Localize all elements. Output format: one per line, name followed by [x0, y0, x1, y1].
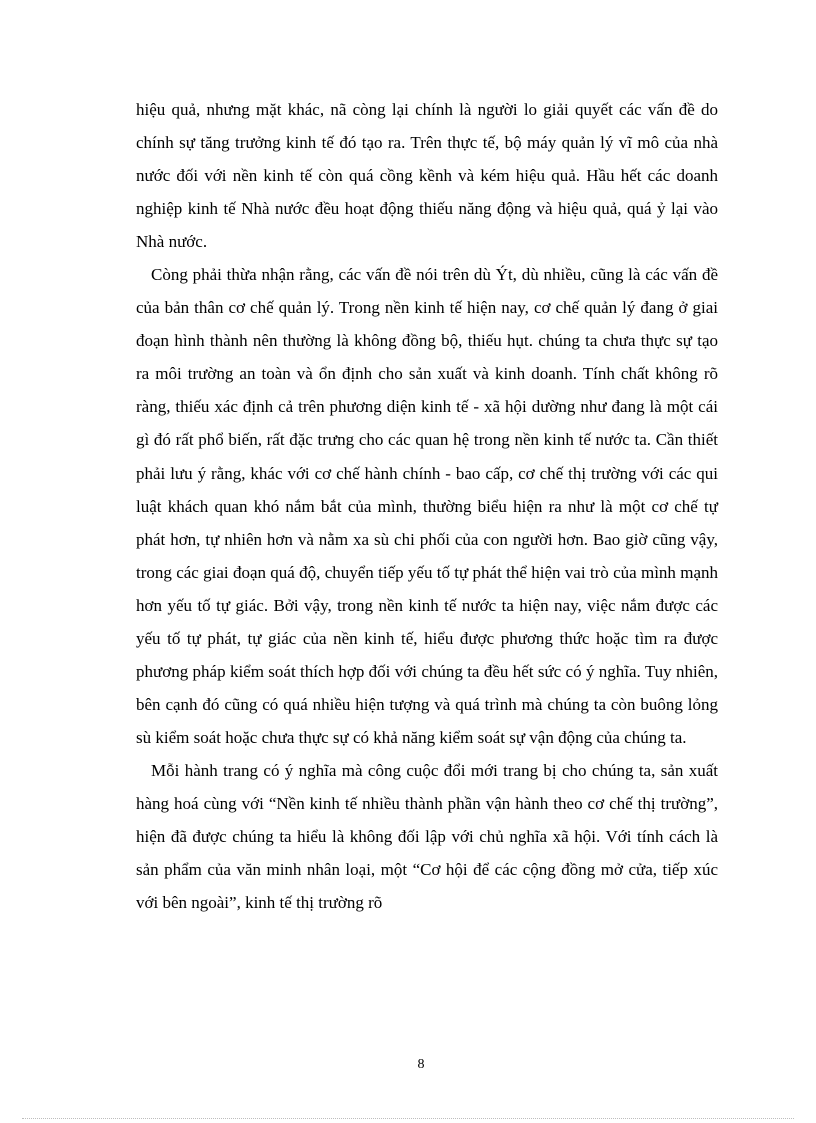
paragraph-market-economy: Mỗi hành trang có ý nghĩa mà công cuộc đổi mới trang bị cho chúng ta, sản xuất hàng hoá cùng với “Nền kinh tế nhiều thành phần vận hành theo cơ chế thị trường”, hiện đã được chúng ta hiểu là không đối lập với chủ nghĩa xã hội. Với tính cách là sản phẩm của văn minh nhân loại, một “Cơ hội để các cộng đồng mở cửa, tiếp xúc với bên ngoài”, kinh tế thị trường rõ — [136, 760, 718, 913]
page-bottom-border — [22, 1118, 794, 1119]
paragraph-continuation: hiệu quả, nhưng mặt khác, nã còng lại chính là người lo giải quyết các vấn đề do chính sự tăng trưởng kinh tế đó tạo ra. Trên thực tế, bộ máy quản lý vĩ mô của nhà nước đối với nền kinh tế còn quá cồng kềnh và kém hiệu quả. Hầu hết các doanh nghiệp kinh tế Nhà nước đều hoạt động thiếu năng động và hiệu quả, quá ỷ lại vào Nhà nước. — [136, 100, 718, 252]
paragraph-management-mechanism: Còng phải thừa nhận rằng, các vấn đề nói trên dù Ýt, dù nhiều, cũng là các vấn đề của bản thân cơ chế quản lý. Trong nền kinh tế hiện nay, cơ chế quản lý đang ở giai đoạn hình thành nên thường là không đồng bộ, thiếu hụt. chúng ta chưa thực sự tạo ra môi trường an toàn và ổn định cho sản xuất và kinh doanh. Tính chất không rõ ràng, thiếu xác định cả trên phương diện kinh tế - xã hội dường như đang là một cái gì đó rất phổ biến, rất đặc trưng cho các quan hệ trong nền kinh tế nước ta. Cần thiết phải lưu ý rằng, khác với cơ chế hành chính - bao cấp, cơ chế thị trường với các qui luật khách quan khó nắm bắt của mình, thường biểu hiện ra như là một cơ chế tự phát hơn, tự nhiên hơn và nằm xa sù chi phối của con người hơn. Bao giờ cũng vậy, trong các giai đoạn quá độ, chuyển tiếp yếu tố tự phát thể hiện vai trò của mình mạnh hơn yếu tố tự giác. Bởi vậy, trong nền kinh tế nước ta hiện nay, việc nắm được các yếu tố tự phát, tự giác của nền kinh tế, hiểu được phương thức hoặc tìm ra được phương pháp kiểm soát thích hợp đối với chúng ta đều hết sức có ý nghĩa. Tuy nhiên, bên cạnh đó cũng có quá nhiều hiện tượng và quá trình mà chúng ta còn buông lỏng sù kiểm soát hoặc chưa thực sự có khả năng kiểm soát sự vận động của chúng ta. — [136, 265, 718, 747]
page-number: 8 — [417, 1057, 425, 1072]
body-text — [136, 93, 718, 919]
